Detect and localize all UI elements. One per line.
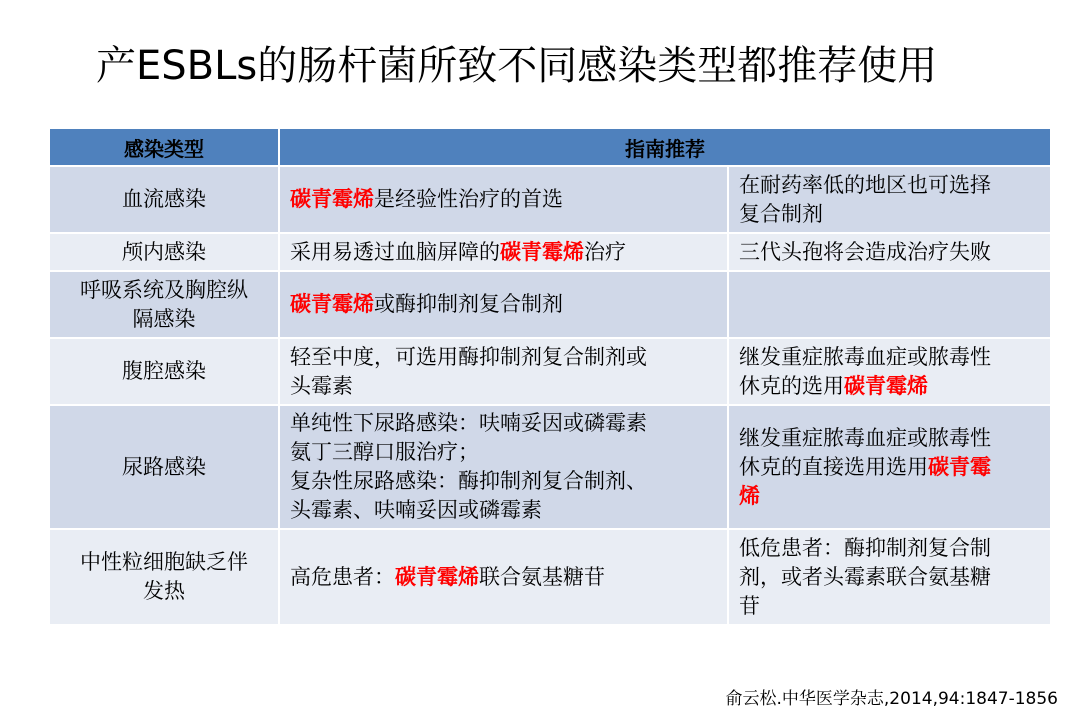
- recommendation-table-wrap: [48, 127, 1050, 626]
- recommendation-cell: [279, 271, 728, 338]
- recommend-line: [290, 409, 717, 438]
- recommend-text: 采用易透过血脑屏障的: [290, 239, 500, 264]
- note-line: [739, 200, 1040, 229]
- note-line: [739, 563, 1040, 592]
- note-text: 苷: [739, 593, 760, 618]
- recommend-line: [290, 372, 717, 401]
- note-line: [739, 343, 1040, 372]
- slide-title: 产ESBLs的肠杆菌所致不同感染类型都推荐使用: [96, 43, 938, 89]
- note-cell: [728, 233, 1051, 271]
- note-text: 复合制剂: [739, 201, 823, 226]
- note-line: [739, 424, 1040, 453]
- recommend-line: [290, 496, 717, 525]
- note-line: [739, 482, 1040, 511]
- table-row: [49, 529, 1051, 625]
- infection-type-cell: [49, 529, 279, 625]
- note-text: 继发重症脓毒血症或脓毒性: [739, 344, 991, 369]
- recommend-text: 头霉素、呋喃妥因或磷霉素: [290, 498, 542, 522]
- recommend-line: [290, 438, 717, 467]
- highlighted-drug-name: 碳青霉烯: [290, 187, 374, 211]
- note-text: 休克的选用: [739, 373, 844, 398]
- table-row: [49, 271, 1051, 338]
- recommend-text: 轻至中度，可选用酶抑制剂复合制剂或: [290, 344, 647, 369]
- recommend-line: [290, 563, 717, 592]
- citation: 俞云松.中华医学杂志,2014,94:1847-1856: [725, 689, 1058, 709]
- header-guideline-recommendation: 指南推荐: [279, 128, 1051, 166]
- table-row: [49, 405, 1051, 529]
- recommend-text: 高危患者：: [290, 564, 395, 589]
- infection-type-cell: [49, 166, 279, 233]
- table-header-row: [49, 128, 1051, 166]
- infection-type-text: 腹腔感染: [122, 359, 206, 383]
- note-line: [739, 171, 1040, 200]
- recommend-text: 头霉素: [290, 373, 353, 398]
- highlighted-drug-name: 碳青霉烯: [290, 292, 374, 316]
- table-row: [49, 166, 1051, 233]
- note-text: 三代头孢将会造成治疗失败: [739, 239, 991, 264]
- highlighted-drug-name: 碳青霉烯: [500, 239, 584, 264]
- note-cell: [728, 166, 1051, 233]
- recommend-text: 或酶抑制剂复合制剂: [374, 292, 563, 316]
- header-infection-type: 感染类型: [49, 128, 279, 166]
- recommendation-cell: [279, 166, 728, 233]
- recommendation-cell: [279, 405, 728, 529]
- infection-type-text: 隔感染: [132, 306, 196, 331]
- infection-type-text: 中性粒细胞缺乏伴: [80, 550, 248, 574]
- infection-type-cell: [49, 271, 279, 338]
- recommend-text: 联合氨基糖苷: [479, 564, 605, 589]
- note-cell: [728, 271, 1051, 338]
- table-row: [49, 338, 1051, 405]
- note-line: [739, 592, 1040, 621]
- table-body: [49, 166, 1051, 625]
- note-cell: [728, 338, 1051, 405]
- recommend-text: 治疗: [584, 239, 626, 264]
- highlighted-drug-name: 碳青霉烯: [844, 373, 928, 398]
- table-row: [49, 233, 1051, 271]
- note-line: [739, 238, 1040, 267]
- recommendation-cell: [279, 233, 728, 271]
- note-line: [739, 372, 1040, 401]
- recommend-line: [290, 467, 717, 496]
- recommend-line: [290, 343, 717, 372]
- infection-type-text: 血流感染: [122, 187, 206, 211]
- infection-type-cell: [49, 233, 279, 271]
- recommendation-table: [48, 127, 1052, 626]
- note-line: [739, 534, 1040, 563]
- infection-type-cell: [49, 405, 279, 529]
- infection-type-cell: [49, 338, 279, 405]
- note-text: 在耐药率低的地区也可选择: [739, 172, 991, 197]
- recommend-text: 单纯性下尿路感染：呋喃妥因或磷霉素: [290, 411, 647, 435]
- note-text: 剂，或者头霉素联合氨基糖: [739, 564, 991, 589]
- infection-type-text: 尿路感染: [122, 454, 206, 479]
- highlighted-drug-name: 烯: [739, 483, 760, 508]
- note-cell: [728, 529, 1051, 625]
- infection-type-text: 颅内感染: [122, 239, 206, 264]
- recommendation-cell: [279, 338, 728, 405]
- highlighted-drug-name: 碳青霉烯: [395, 564, 479, 589]
- recommend-line: [290, 290, 717, 319]
- recommend-text: 复杂性尿路感染：酶抑制剂复合制剂、: [290, 469, 647, 493]
- note-text: 继发重症脓毒血症或脓毒性: [739, 425, 991, 450]
- recommend-line: [290, 238, 717, 267]
- infection-type-text: 呼吸系统及胸腔纵: [80, 277, 248, 302]
- recommend-line: [290, 185, 717, 214]
- recommendation-cell: [279, 529, 728, 625]
- recommend-text: 是经验性治疗的首选: [374, 187, 563, 211]
- recommend-text: 氨丁三醇口服治疗；: [290, 440, 479, 464]
- note-cell: [728, 405, 1051, 529]
- infection-type-text: 发热: [143, 579, 185, 603]
- note-line: [739, 453, 1040, 482]
- highlighted-drug-name: 碳青霉: [928, 454, 991, 479]
- note-text: 低危患者：酶抑制剂复合制: [739, 535, 991, 560]
- note-text: 休克的直接选用选用: [739, 454, 928, 479]
